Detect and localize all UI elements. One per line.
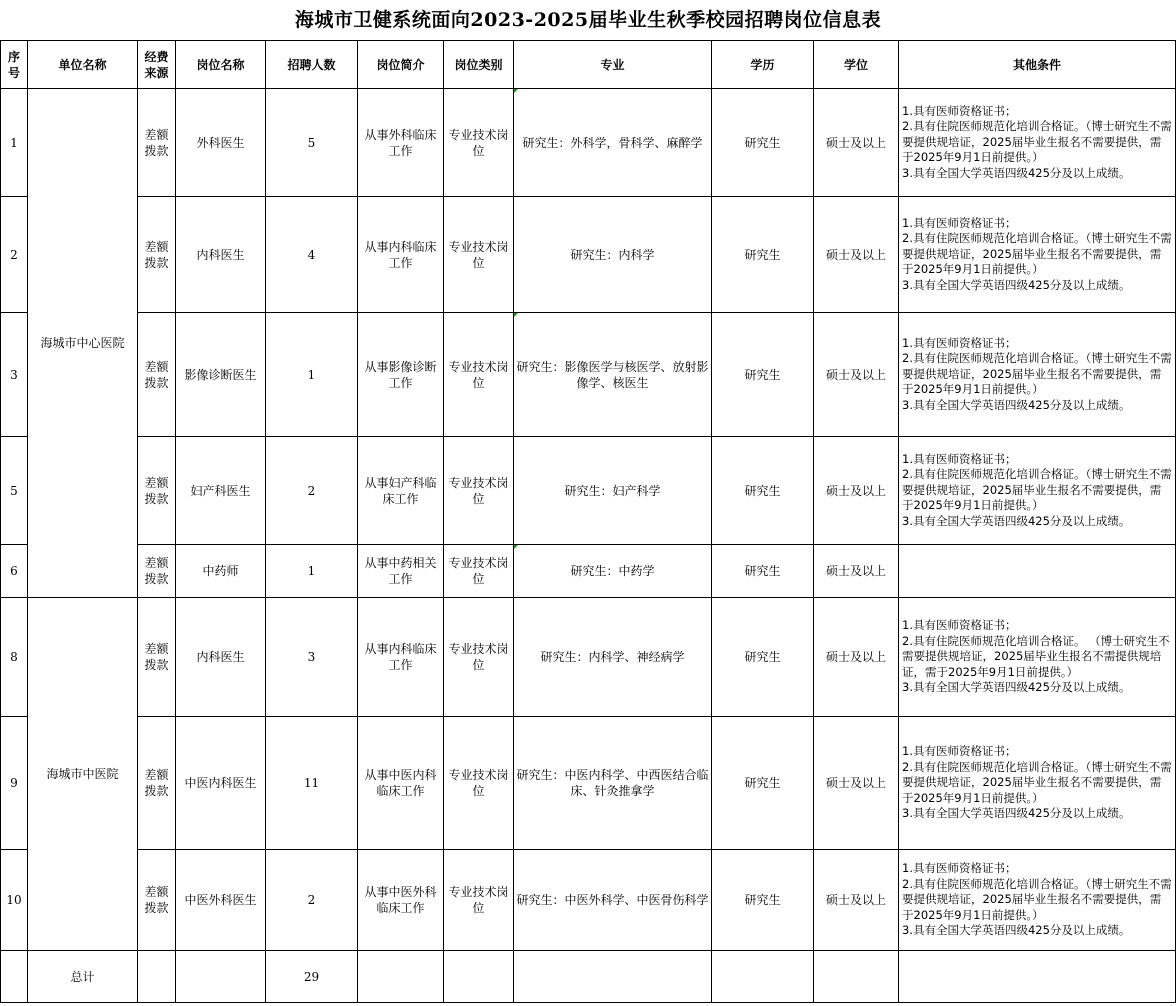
intro-cell: 从事中药相关工作: [358, 545, 444, 598]
education-cell: 研究生: [712, 717, 814, 850]
recruitment-table: [0, 40, 1176, 1003]
seq-cell: 2: [1, 197, 28, 313]
funding-cell: 差额拨款: [138, 313, 176, 437]
category-cell: 专业技术岗位: [444, 850, 514, 951]
table-row: [1, 850, 1176, 951]
seq-cell: 8: [1, 598, 28, 717]
post-cell: 影像诊断医生: [176, 313, 266, 437]
seq-cell: 6: [1, 545, 28, 598]
other-cell: [899, 437, 1176, 545]
funding-cell: 差额拨款: [138, 197, 176, 313]
major-cell: 研究生：中医外科学、中医骨伤科学: [514, 850, 712, 951]
category-cell: 专业技术岗位: [444, 545, 514, 598]
header-major: 专业: [514, 41, 712, 89]
category-cell: 专业技术岗位: [444, 437, 514, 545]
degree-cell: 硕士及以上: [814, 598, 899, 717]
count-cell: 4: [266, 197, 358, 313]
degree-cell: 硕士及以上: [814, 850, 899, 951]
total-empty: [514, 951, 712, 1003]
condition-line: 2.具有住院医师规范化培训合格证。（博士研究生不需要提供规培证，2025届毕业生报名不需要提供，需于2025年9月1日前提供。）: [902, 876, 1172, 922]
count-cell: 1: [266, 313, 358, 437]
degree-cell: 硕士及以上: [814, 545, 899, 598]
major-cell: 研究生：内科学: [514, 197, 712, 313]
intro-cell: 从事影像诊断工作: [358, 313, 444, 437]
major-cell: 研究生：中医内科学、中西医结合临床、针灸推拿学: [514, 717, 712, 850]
post-cell: 内科医生: [176, 197, 266, 313]
condition-line: 1.具有医师资格证书；: [902, 861, 1017, 876]
post-cell: 中药师: [176, 545, 266, 598]
seq-cell: 1: [1, 89, 28, 197]
seq-cell: 3: [1, 313, 28, 437]
header-post: 岗位名称: [176, 41, 266, 89]
condition-line: 1.具有医师资格证书；: [902, 335, 1017, 350]
condition-line: 1.具有医师资格证书；: [902, 103, 1017, 118]
table-row: [1, 313, 1176, 437]
count-cell: 11: [266, 717, 358, 850]
total-empty: [712, 951, 814, 1003]
category-cell: 专业技术岗位: [444, 717, 514, 850]
seq-cell: 5: [1, 437, 28, 545]
condition-line: 3.具有全国大学英语四级425分及以上成绩。: [902, 165, 1131, 180]
count-cell: 2: [266, 850, 358, 951]
funding-cell: 差额拨款: [138, 850, 176, 951]
intro-cell: 从事外科临床工作: [358, 89, 444, 197]
condition-line: 2.具有住院医师规范化培训合格证。（博士研究生不需要提供规培证，2025届毕业生报名不需要提供，需于2025年9月1日前提供。）: [902, 351, 1172, 397]
intro-cell: 从事中医内科临床工作: [358, 717, 444, 850]
header-funding: 经费来源: [138, 41, 176, 89]
condition-line: 1.具有医师资格证书；: [902, 215, 1017, 230]
post-cell: 中医内科医生: [176, 717, 266, 850]
header-unit: 单位名称: [28, 41, 138, 89]
header-count: 招聘人数: [266, 41, 358, 89]
education-cell: 研究生: [712, 545, 814, 598]
total-label: 总计: [28, 951, 138, 1003]
education-cell: 研究生: [712, 850, 814, 951]
table-row: [1, 598, 1176, 717]
header-intro: 岗位简介: [358, 41, 444, 89]
other-cell: [899, 850, 1176, 951]
intro-cell: 从事内科临床工作: [358, 197, 444, 313]
total-count: 29: [266, 951, 358, 1003]
major-cell: 研究生：影像医学与核医学、放射影像学、核医生: [514, 313, 712, 437]
major-cell: 研究生：妇产科学: [514, 437, 712, 545]
education-cell: 研究生: [712, 89, 814, 197]
education-cell: 研究生: [712, 437, 814, 545]
page-title: 海城市卫健系统面向2023-2025届毕业生秋季校园招聘岗位信息表: [294, 9, 882, 31]
table-row: [1, 197, 1176, 313]
seq-cell: 10: [1, 850, 28, 951]
category-cell: 专业技术岗位: [444, 89, 514, 197]
condition-line: 1.具有医师资格证书；: [902, 451, 1017, 466]
header-category: 岗位类别: [444, 41, 514, 89]
other-cell: [899, 197, 1176, 313]
condition-line: 1.具有医师资格证书；: [902, 618, 1017, 633]
table-row: [1, 717, 1176, 850]
header-seq: 序号: [1, 41, 28, 89]
category-cell: 专业技术岗位: [444, 313, 514, 437]
post-cell: 中医外科医生: [176, 850, 266, 951]
condition-line: 3.具有全国大学英语四级425分及以上成绩。: [902, 277, 1131, 292]
condition-line: 2.具有住院医师规范化培训合格证。（博士研究生不需要提供规培证，2025届毕业生报名不需要提供，需于2025年9月1日前提供。）: [902, 467, 1172, 513]
condition-line: 2.具有住院医师规范化培训合格证。 （博士研究生不需要提供规培证，2025届毕业生报名不需提供规培证，需于2025年9月1日前提供。）: [902, 633, 1170, 679]
total-empty: [358, 951, 444, 1003]
post-cell: 内科医生: [176, 598, 266, 717]
funding-cell: 差额拨款: [138, 437, 176, 545]
funding-cell: 差额拨款: [138, 717, 176, 850]
intro-cell: 从事妇产科临床工作: [358, 437, 444, 545]
funding-cell: 差额拨款: [138, 89, 176, 197]
total-row: [1, 951, 1176, 1003]
count-cell: 3: [266, 598, 358, 717]
other-cell: [899, 313, 1176, 437]
header-row: [1, 41, 1176, 89]
table-row: [1, 545, 1176, 598]
funding-cell: 差额拨款: [138, 598, 176, 717]
category-cell: 专业技术岗位: [444, 598, 514, 717]
condition-line: 2.具有住院医师规范化培训合格证。（博士研究生不需要提供规培证，2025届毕业生报名不需要提供，需于2025年9月1日前提供。）: [902, 119, 1172, 165]
degree-cell: 硕士及以上: [814, 717, 899, 850]
total-empty: [444, 951, 514, 1003]
condition-line: 3.具有全国大学英语四级425分及以上成绩。: [902, 806, 1131, 821]
funding-cell: 差额拨款: [138, 545, 176, 598]
condition-line: 2.具有住院医师规范化培训合格证。（博士研究生不需要提供规培证，2025届毕业生报名不需要提供，需于2025年9月1日前提供。）: [902, 759, 1172, 805]
degree-cell: 硕士及以上: [814, 313, 899, 437]
total-empty-seq: [1, 951, 28, 1003]
total-empty: [814, 951, 899, 1003]
education-cell: 研究生: [712, 313, 814, 437]
major-cell: 研究生：内科学、神经病学: [514, 598, 712, 717]
count-cell: 1: [266, 545, 358, 598]
seq-cell: 9: [1, 717, 28, 850]
post-cell: 外科医生: [176, 89, 266, 197]
intro-cell: 从事内科临床工作: [358, 598, 444, 717]
education-cell: 研究生: [712, 197, 814, 313]
other-cell: [899, 717, 1176, 850]
degree-cell: 硕士及以上: [814, 437, 899, 545]
intro-cell: 从事中医外科临床工作: [358, 850, 444, 951]
other-cell: [899, 545, 1176, 598]
category-cell: 专业技术岗位: [444, 197, 514, 313]
major-cell: 研究生：中药学: [514, 545, 712, 598]
degree-cell: 硕士及以上: [814, 89, 899, 197]
other-cell: [899, 89, 1176, 197]
degree-cell: 硕士及以上: [814, 197, 899, 313]
count-cell: 5: [266, 89, 358, 197]
total-empty: [899, 951, 1176, 1003]
condition-line: 3.具有全国大学英语四级425分及以上成绩。: [902, 513, 1131, 528]
major-cell: 研究生：外科学，骨科学、麻醉学: [514, 89, 712, 197]
condition-line: 3.具有全国大学英语四级425分及以上成绩。: [902, 680, 1131, 695]
other-cell: [899, 598, 1176, 717]
condition-line: 3.具有全国大学英语四级425分及以上成绩。: [902, 397, 1131, 412]
table-row: [1, 437, 1176, 545]
header-degree: 学位: [814, 41, 899, 89]
table-row: [1, 89, 1176, 197]
header-other: 其他条件: [899, 41, 1176, 89]
unit-cell: 海城市中医院: [28, 598, 138, 951]
header-education: 学历: [712, 41, 814, 89]
condition-line: 3.具有全国大学英语四级425分及以上成绩。: [902, 923, 1131, 938]
education-cell: 研究生: [712, 598, 814, 717]
total-empty: [176, 951, 266, 1003]
post-cell: 妇产科医生: [176, 437, 266, 545]
unit-cell: 海城市中心医院: [28, 89, 138, 598]
total-empty: [138, 951, 176, 1003]
condition-line: 2.具有住院医师规范化培训合格证。（博士研究生不需要提供规培证，2025届毕业生报名不需要提供，需于2025年9月1日前提供。）: [902, 231, 1172, 277]
condition-line: 1.具有医师资格证书；: [902, 744, 1017, 759]
count-cell: 2: [266, 437, 358, 545]
